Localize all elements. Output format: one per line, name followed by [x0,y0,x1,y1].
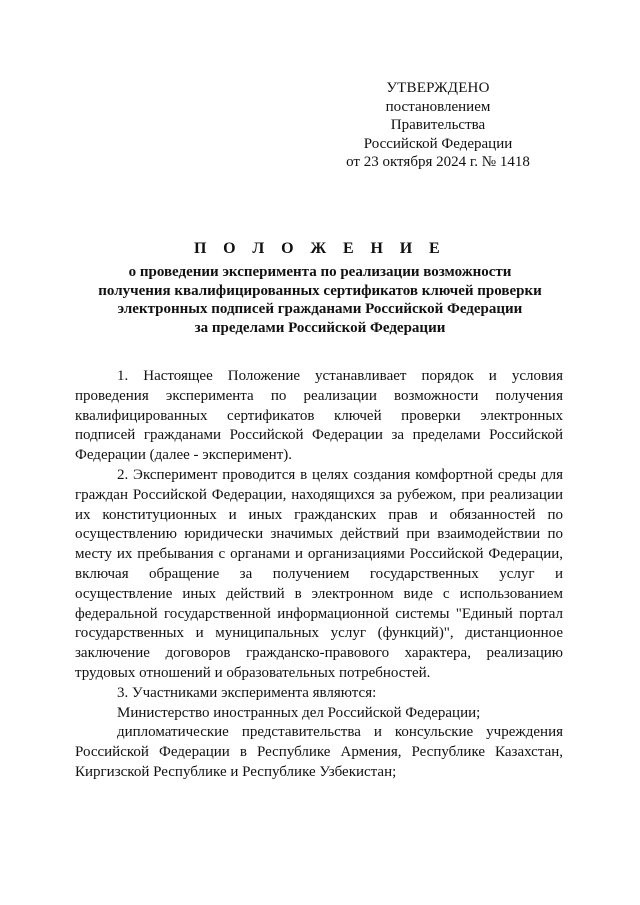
paragraph-2: 2. Эксперимент проводится в целях создания комфортной среды для граждан Российской Федерации, находящихся за рубежом, при реализации их конституционных и иных гражданских прав и обязанностей по осуществлению юридически значимых действий при взаимодействии по месту их пребывания с органами и организациями Российской Федерации, включая обращение за получением государственных услуг и осуществление иных действий в электронном виде с использованием федеральной государственной информационной системы "Единый портал государственных и муниципальных услуг (функций)", дистанционное заключение договоров гражданско-правового характера, реализацию трудовых отношений и образовательных потребностей. [75,466,563,681]
paragraph-3: 3. Участниками эксперимента являются: [117,684,377,701]
heading-line-2: получения квалифицированных сертификатов ключей проверки [98,282,542,299]
approval-line-1: постановлением Правительства [385,98,491,133]
document-body [75,367,563,783]
paragraph-4: Министерство иностранных дел Российской Федерации; [117,704,481,721]
approval-stamp [338,79,538,172]
heading-line-1: о проведении эксперимента по реализации возможности [128,264,512,280]
document-heading [60,240,580,337]
approval-line-2: Российской Федерации [363,135,513,152]
approval-title: УТВЕРЖДЕНО [386,80,490,96]
heading-line-3: электронных подписей гражданами Российской Федерации [117,301,523,318]
document-title: П О Л О Ж Е Н И Е [193,240,447,257]
approval-line-3: от 23 октября 2024 г. № 1418 [346,154,530,170]
paragraph-1: 1. Настоящее Положение устанавливает порядок и условия проведения эксперимента по реализации возможности получения квалифицированных сертификатов ключей проверки электронных подписей гражданами Российской Федерации за пределами Российской Федерации (далее - эксперимент). [75,368,563,464]
heading-line-4: за пределами Российской Федерации [194,319,446,336]
paragraph-5: дипломатические представительства и консульские учреждения Российской Федерации в Республике Армения, Республике Казахстан, Киргизской Республике и Республике Узбекистан; [75,724,563,780]
